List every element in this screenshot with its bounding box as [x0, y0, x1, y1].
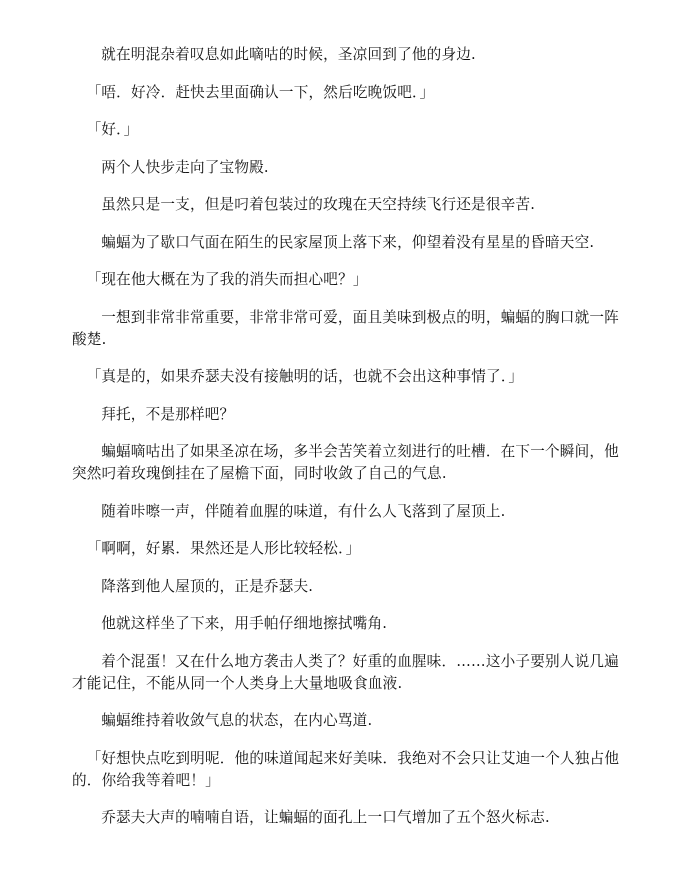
paragraph-1: 就在明混杂着叹息如此嘀咕的时候，圣凉回到了他的身边.	[101, 46, 476, 63]
paragraph-18: 「好想快点吃到明呢．他的味道闻起来好美味．我绝对不会只让艾迪一个人独占他的．你给我等着吧！」	[72, 749, 620, 789]
paragraph-6: 蝙蝠为了歇口气面在陌生的民家屋顶上落下来，仰望着没有星星的昏暗天空.	[101, 233, 595, 251]
paragraph-8: 一想到非常非常重要，非常非常可爱，面且美味到极点的明，蝙蝠的胸口就一阵酸楚.	[72, 308, 619, 348]
paragraph-2: 「唔．好冷．赶快去里面确认一下，然后吃晚饭吧．」	[86, 83, 435, 101]
paragraph-11: 蝙蝠嘀咕出了如果圣凉在场，多半会苦笑着立刻进行的吐槽．在下一个瞬间，他突然叼着玫瑰倒挂在了屋檐下面，同时收敛了自己的气息.	[72, 443, 619, 482]
paragraph-3: 「好．」	[86, 121, 139, 138]
paragraph-10: 拜托，不是那样吧？	[101, 405, 235, 423]
paragraph-7: 「现在他大概在为了我的消失而担心吧？」	[86, 271, 368, 288]
paragraph-15: 他就这样坐了下来，用手帕仔细地擦拭嘴角.	[101, 615, 388, 632]
paragraph-4: 两个人快步走向了宝物殿.	[101, 158, 269, 176]
paragraph-17: 蝙蝠维持着收敛气息的状态，在内心骂道.	[101, 712, 373, 729]
paragraph-16: 着个混蛋！又在什么地方袭击人类了？好重的血腥味．……这小子要别人说几遍才能记住，不能从同一个人类身上大量地吸食血液.	[72, 652, 619, 692]
paragraph-13: 「啊啊，好累．果然还是人形比较轻松．」	[86, 540, 361, 557]
paragraph-19: 乔瑟夫大声的喃喃自语，让蝙蝠的面孔上一口气增加了五个怒火标志.	[101, 809, 550, 826]
paragraph-9: 「真是的，如果乔瑟夫没有接触明的话，也就不会出这种事情了．」	[86, 368, 524, 385]
paragraph-5: 虽然只是一支，但是叼着包装过的玫瑰在天空持续飞行还是很辛苦.	[101, 196, 536, 213]
paragraph-12: 随着咔嚓一声，伴随着血腥的味道，有什么人飞落到了屋顶上.	[101, 502, 506, 520]
paragraph-14: 降落到他人屋顶的，正是乔瑟夫.	[101, 577, 314, 595]
